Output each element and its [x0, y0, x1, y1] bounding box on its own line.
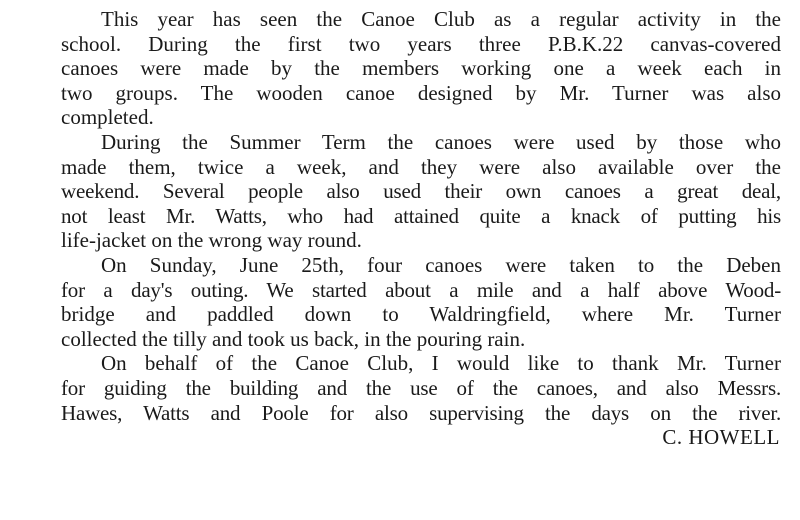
text-line: for a day's outing. We started about a mile and a half above Wood-: [61, 277, 781, 302]
text-line: This year has seen the Canoe Club as a regular activity in the: [101, 7, 781, 31]
text-line: two groups. The wooden canoe designed by Mr. Turner was also: [61, 80, 781, 105]
text-line: completed.: [61, 105, 154, 130]
text-line: Hawes, Watts and Poole for also supervising the days on the river.: [61, 400, 781, 425]
text-line: bridge and paddled down to Waldringfield, where Mr. Turner: [61, 302, 781, 327]
paragraph-2: [21, 130, 781, 253]
text-line: weekend. Several people also used their own canoes a great deal,: [61, 179, 781, 204]
text-line: On behalf of the Canoe Club, I would like to thank Mr. Turner: [101, 351, 781, 376]
paragraph-3: [21, 253, 781, 351]
paragraph-4: [21, 351, 781, 425]
text-line: On Sunday, June 25th, four canoes were taken to the Deben: [101, 252, 781, 277]
text-line: canoes were made by the members working one a week each in: [61, 56, 781, 81]
text-line: for guiding the building and the use of the canoes, and also Messrs.: [61, 375, 781, 400]
text-line: school. During the first two years three P.B.K.22 canvas-covered: [61, 31, 781, 56]
text-line: not least Mr. Watts, who had attained quite a knack of putting his: [61, 203, 781, 228]
paragraph-1: [21, 7, 781, 130]
text-line: made them, twice a week, and they were also available over the: [61, 154, 781, 179]
text-line: collected the tilly and took us back, in the pouring rain.: [61, 326, 526, 351]
text-line: During the Summer Term the canoes were used by those who: [101, 129, 781, 154]
author-signature: C. HOWELL: [662, 425, 780, 450]
text-line: life-jacket on the wrong way round.: [61, 228, 362, 253]
